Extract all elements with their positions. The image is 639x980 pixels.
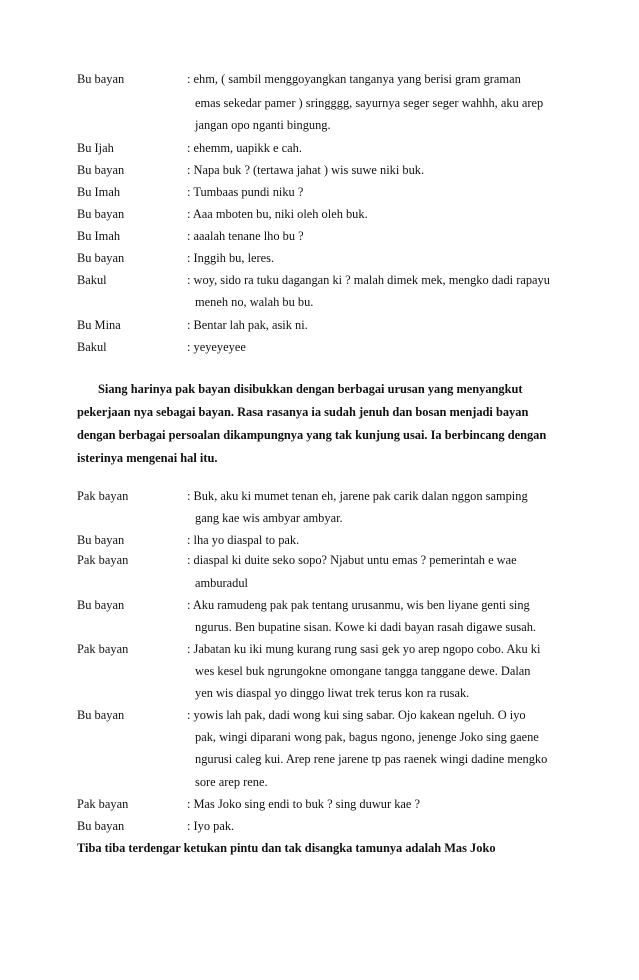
narration-line: dengan berbagai persoalan dikampungnya yang tak kunjung usai. Ia berbincang dengan bbox=[77, 428, 547, 442]
dialog-text: : Aaa mboten bu, niki oleh oleh buk. bbox=[187, 207, 368, 221]
dialog-text: : Mas Joko sing endi to buk ? sing duwur kae ? bbox=[187, 797, 420, 811]
closing-narration: Tiba tiba terdengar ketukan pintu dan tak disangka tamunya adalah Mas Joko bbox=[77, 841, 496, 855]
speaker-name: Bu bayan bbox=[77, 163, 125, 177]
dialog-text-continued: yen wis diaspal yo dinggo liwat trek terus kon ra rusak. bbox=[195, 686, 470, 700]
speaker-name: Bu bayan bbox=[77, 819, 125, 833]
dialog-text: : woy, sido ra tuku dagangan ki ? malah dimek mek, mengko dadi rapayu bbox=[187, 273, 550, 287]
speaker-name: Bu Imah bbox=[77, 185, 121, 199]
dialog-text: : Buk, aku ki mumet tenan eh, jarene pak carik dalan nggon samping bbox=[187, 489, 528, 503]
dialog-text: : yowis lah pak, dadi wong kui sing sabar. Ojo kakean ngeluh. O iyo bbox=[187, 708, 526, 722]
dialog-text-continued: ngurusi caleg kui. Arep rene jarene tp pas raenek wingi dadine mengko bbox=[195, 752, 548, 766]
narration-line: pekerjaan nya sebagai bayan. Rasa rasanya ia sudah jenuh dan bosan menjadi bayan bbox=[77, 405, 529, 419]
dialog-text: : Inggih bu, leres. bbox=[187, 251, 275, 265]
speaker-name: Pak bayan bbox=[77, 642, 129, 656]
dialog-text: : Tumbaas pundi niku ? bbox=[187, 185, 304, 199]
speaker-name: Bu bayan bbox=[77, 251, 125, 265]
dialog-text: : aaalah tenane lho bu ? bbox=[187, 229, 304, 243]
narration-line: isterinya mengenai hal itu. bbox=[77, 451, 218, 465]
speaker-name: Pak bayan bbox=[77, 797, 129, 811]
speaker-name: Bu bayan bbox=[77, 207, 125, 221]
speaker-name: Bu Ijah bbox=[77, 141, 114, 155]
dialog-text: : Napa buk ? (tertawa jahat ) wis suwe niki buk. bbox=[187, 163, 425, 177]
dialog-text-continued: emas sekedar pamer ) sringggg, sayurnya seger seger wahhh, aku arep bbox=[195, 96, 544, 110]
speaker-name: Bu bayan bbox=[77, 708, 125, 722]
dialog-text-continued: gang kae wis ambyar ambyar. bbox=[195, 511, 343, 525]
speaker-name: Bakul bbox=[77, 273, 107, 287]
dialog-text: : Jabatan ku iki mung kurang rung sasi gek yo arep ngopo cobo. Aku ki bbox=[187, 642, 541, 656]
dialog-text-continued: ngurus. Ben bupatine sisan. Kowe ki dadi bayan rasah digawe susah. bbox=[195, 620, 537, 634]
narration-line: Siang harinya pak bayan disibukkan dengan berbagai urusan yang menyangkut bbox=[98, 382, 523, 396]
speaker-name: Bu bayan bbox=[77, 533, 125, 547]
speaker-name: Pak bayan bbox=[77, 489, 129, 503]
dialog-text: : ehm, ( sambil menggoyangkan tanganya yang berisi gram graman bbox=[187, 72, 521, 86]
speaker-name: Pak bayan bbox=[77, 553, 129, 567]
dialog-text: : Aku ramudeng pak pak tentang urusanmu, wis ben liyane genti sing bbox=[187, 598, 530, 612]
speaker-name: Bu Mina bbox=[77, 318, 121, 332]
speaker-name: Bu bayan bbox=[77, 72, 125, 86]
dialog-text: : diaspal ki duite seko sopo? Njabut untu emas ? pemerintah e wae bbox=[187, 553, 517, 567]
speaker-name: Bakul bbox=[77, 340, 107, 354]
dialog-text: : yeyeyeyee bbox=[187, 340, 246, 354]
dialog-text: : lha yo diaspal to pak. bbox=[187, 533, 300, 547]
dialog-text: : Bentar lah pak, asik ni. bbox=[187, 318, 308, 332]
dialog-text-continued: sore arep rene. bbox=[195, 775, 268, 789]
dialog-text: : Iyo pak. bbox=[187, 819, 235, 833]
speaker-name: Bu Imah bbox=[77, 229, 121, 243]
dialog-text-continued: pak, wingi diparani wong pak, bagus ngono, jenenge Joko sing gaene bbox=[195, 730, 539, 744]
dialog-text-continued: meneh no, walah bu bu. bbox=[195, 295, 314, 309]
dialog-text: : ehemm, uapikk e cah. bbox=[187, 141, 302, 155]
speaker-name: Bu bayan bbox=[77, 598, 125, 612]
dialog-text-continued: wes kesel buk ngrungokne omongane tangga tanggane dewe. Dalan bbox=[195, 664, 531, 678]
dialog-text-continued: amburadul bbox=[195, 576, 248, 590]
dialog-text-continued: jangan opo nganti bingung. bbox=[195, 118, 331, 132]
